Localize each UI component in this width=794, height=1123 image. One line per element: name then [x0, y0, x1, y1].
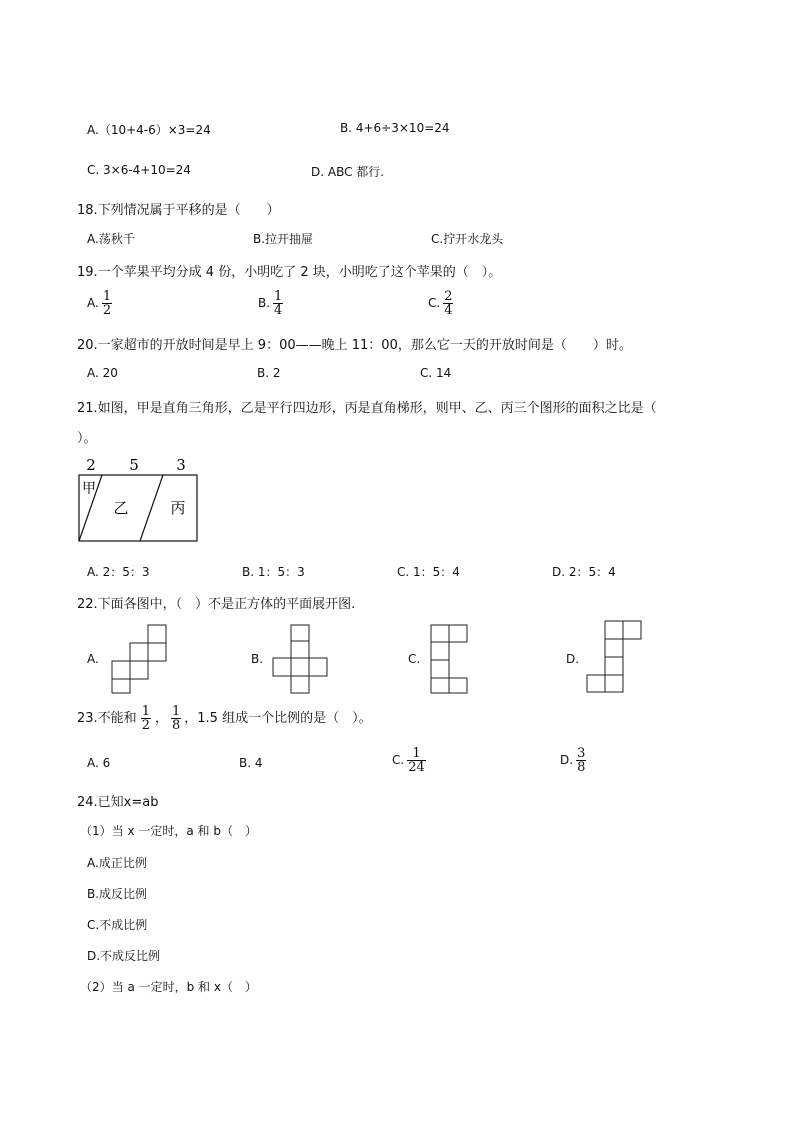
- q23-option-c-label: C.: [392, 753, 405, 767]
- q22-option-c[interactable]: C.: [408, 652, 421, 666]
- q23-option-d[interactable]: [560, 747, 586, 774]
- q21-option-d[interactable]: D. 2：5：4: [552, 565, 616, 579]
- q24-sub2: （2）当 a 一定时，b 和 x（ ）: [80, 980, 257, 994]
- q21-stem-line1: 21.如图，甲是直角三角形，乙是平行四边形，丙是直角梯形，则甲、乙、丙三个图形的面积之比是（: [77, 401, 657, 416]
- q18-option-c[interactable]: C.拧开水龙头: [431, 232, 504, 246]
- figure-top-label: 2: [86, 456, 96, 474]
- q17-option-a[interactable]: A.（10+4-6）×3=24: [87, 123, 211, 137]
- q22-option-d[interactable]: D.: [566, 652, 580, 666]
- q24-stem: 24.已知x=ab: [77, 795, 159, 810]
- numerator: 1: [412, 746, 421, 761]
- numerator: 1: [102, 289, 112, 304]
- q19-option-a-label: A.: [87, 296, 99, 310]
- q24-option-a[interactable]: A.成正比例: [87, 856, 147, 870]
- denominator: 24: [408, 760, 425, 775]
- q21-stem-line2: ）。: [77, 431, 97, 446]
- q24-option-d[interactable]: D.不成反比例: [87, 949, 161, 963]
- denominator: 4: [444, 303, 453, 318]
- q24-option-b[interactable]: B.成反比例: [87, 887, 148, 901]
- shape-label-jia: 甲: [82, 481, 96, 497]
- fraction: [576, 747, 586, 774]
- numerator: 1: [274, 289, 283, 304]
- fraction: [443, 290, 453, 317]
- q23-option-b[interactable]: B. 4: [239, 756, 263, 770]
- q21-option-b[interactable]: B. 1：5：3: [242, 565, 305, 579]
- q17-option-d[interactable]: D. ABC 都行.: [311, 165, 385, 179]
- numerator: 1: [171, 704, 181, 719]
- q20-option-a[interactable]: A. 20: [87, 366, 118, 380]
- q22-net-c: [428, 622, 473, 697]
- fraction: [141, 705, 151, 732]
- q19-option-b[interactable]: [258, 290, 283, 317]
- q20-option-c[interactable]: C. 14: [420, 366, 452, 380]
- divider-line: [140, 475, 163, 541]
- q21-figure: [74, 454, 204, 546]
- q17-option-c[interactable]: C. 3×6-4+10=24: [87, 163, 191, 177]
- q22-net-b: [272, 622, 332, 697]
- q21-option-c[interactable]: C. 1：5：4: [397, 565, 460, 579]
- q20-stem: 20.一家超市的开放时间是早上 9：00——晚上 11：00，那么它一天的开放时间是（ ）时。: [77, 338, 632, 353]
- figure-top-label: 3: [176, 456, 186, 474]
- fraction: [407, 747, 426, 774]
- q21-option-a[interactable]: A. 2：5：3: [87, 565, 150, 579]
- q24-sub1: （1）当 x 一定时，a 和 b（ ）: [80, 824, 257, 838]
- q23-option-d-label: D.: [560, 753, 574, 767]
- fraction: [171, 705, 181, 732]
- numerator: 1: [141, 704, 150, 719]
- q22-stem: 22.下面各图中，（ ）不是正方体的平面展开图.: [77, 597, 356, 612]
- q17-option-b[interactable]: B. 4+6÷3×10=24: [340, 121, 450, 135]
- denominator: 2: [141, 718, 150, 733]
- shape-label-bing: 丙: [170, 499, 186, 517]
- numerator: 2: [444, 289, 453, 304]
- q23-option-a[interactable]: A. 6: [87, 756, 111, 770]
- q23-stem: [77, 705, 372, 732]
- q22-net-d: [585, 618, 645, 698]
- denominator: 2: [102, 303, 112, 318]
- fraction: [102, 290, 112, 317]
- q18-option-b[interactable]: B.拉开抽屉: [253, 232, 314, 246]
- shape-label-yi: 乙: [113, 499, 129, 517]
- q18-stem: 18.下列情况属于平移的是（ ）: [77, 203, 280, 218]
- q19-option-b-label: B.: [258, 296, 271, 310]
- q20-option-b[interactable]: B. 2: [257, 366, 281, 380]
- q23-stem-prefix: 23.不能和: [77, 711, 137, 726]
- q23-option-c[interactable]: [392, 747, 426, 774]
- denominator: 8: [171, 718, 181, 733]
- q22-net-a: [110, 622, 170, 697]
- q22-option-b[interactable]: B.: [251, 652, 264, 666]
- q22-option-a[interactable]: A.: [87, 652, 99, 666]
- q19-option-a[interactable]: [87, 290, 112, 317]
- numerator: 3: [577, 746, 586, 761]
- q23-comma: ，: [154, 711, 168, 726]
- q19-stem: 19.一个苹果平均分成 4 份，小明吃了 2 块，小明吃了这个苹果的（ ）。: [77, 265, 502, 280]
- denominator: 8: [577, 760, 586, 775]
- q19-option-c-label: C.: [428, 296, 441, 310]
- figure-top-label: 5: [129, 456, 139, 474]
- q23-stem-suffix: ，1.5 组成一个比例的是（ ）。: [184, 711, 372, 726]
- fraction: [273, 290, 283, 317]
- q24-option-c[interactable]: C.不成比例: [87, 918, 148, 932]
- q18-option-a[interactable]: A.荡秋千: [87, 232, 135, 246]
- denominator: 4: [274, 303, 283, 318]
- q19-option-c[interactable]: [428, 290, 453, 317]
